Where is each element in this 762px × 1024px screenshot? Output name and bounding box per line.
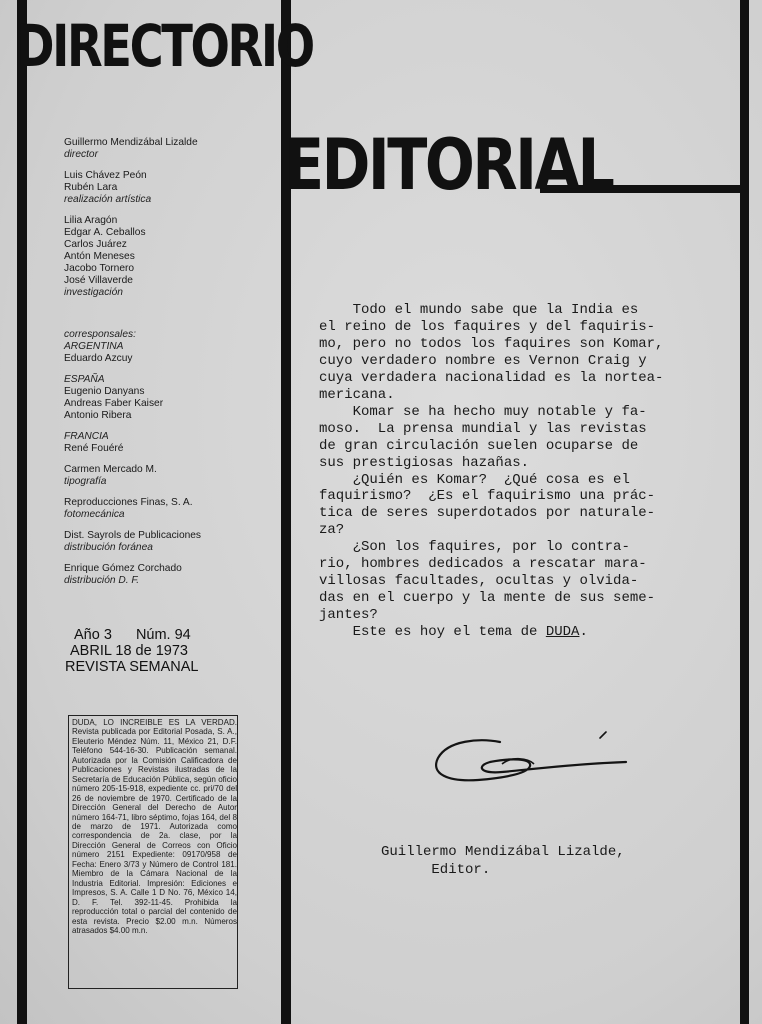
editorial-title: EDITORIAL	[284, 124, 613, 206]
staff-role: realización artística	[64, 194, 152, 205]
issue-year: Año 3	[74, 627, 112, 643]
spacer	[64, 365, 276, 374]
staff-role: distribución D. F.	[64, 575, 140, 586]
editorial-line: de gran circulación suelen ocuparse de	[319, 437, 639, 454]
staff-role: director	[64, 149, 98, 160]
spacer	[64, 488, 276, 497]
legal-notice-text: DUDA, LO INCREIBLE ES LA VERDAD. Revista publicada por Editorial Posada, S. A., Eleuterio Méndez Núm. 11, México 21, D.F. Teléfono 544-16-30. Publicación semanal. Autorizada por la Comisión Calificadora de Publicaciones y Revistas ilustradas de la Secretaría de Educación Pública, según oficio número 205-15-918, expediente cc. pri/70 del 26 de noviembre de 1970. Certificado de la Dirección General del Derecho de Autor número 164-71, libro séptimo, fojas 164, del 8 de marzo de 1971. Autorizada como correspondencia de 2a. clase, por la Dirección General de Correos con Oficio número 2151 Expediente: 09170/958 de Fecha: Enero 3/73 y Número de Control 181. Miembro de la Cámara Nacional de la Industria Editorial. Impresión: Ediciones e Impresos, S. A. Calle 1 D No. 76, México 14, D. F. Tel. 392-11-45. Prohibida la reproducción total o parcial del contenido de esta revista. Precio $2.00 m.n. Números atrasados $4.00 m.n.	[72, 718, 237, 935]
issue-info	[64, 627, 264, 675]
spacer	[64, 161, 276, 170]
editorial-line: faquirismo? ¿Es el faquirismo una prác-	[319, 488, 656, 505]
issue-number: Núm. 94	[135, 627, 191, 643]
directorio-title: DIRECTORIO	[16, 12, 313, 80]
editorial-line: jantes?	[319, 607, 378, 624]
staff-name: Guillermo Mendizábal Lizalde	[64, 137, 198, 148]
editorial-line: ¿Quién es Komar? ¿Qué cosa es el	[319, 471, 630, 488]
staff-role: investigación	[64, 287, 123, 298]
staff-country: ARGENTINA	[64, 341, 124, 352]
spacer	[64, 554, 276, 563]
legal-notice-box	[68, 715, 238, 989]
staff-name: René Fouéré	[64, 443, 124, 454]
issue-date: ABRIL 18 de 1973	[70, 643, 188, 659]
left-border-rule	[17, 0, 27, 1024]
staff-name: Carlos Juárez	[64, 239, 127, 250]
spacer	[64, 206, 276, 215]
editorial-line: moso. La prensa mundial y las revistas	[319, 420, 647, 437]
spacer	[64, 455, 276, 464]
editorial-line: el reino de los faquires y del faquiris-	[319, 318, 656, 335]
staff-role: distribución foránea	[64, 542, 153, 553]
staff-country: ESPAÑA	[64, 374, 105, 385]
editorial-closing-line	[319, 624, 739, 641]
editorial-line: villosas facultades, ocultas y olvida-	[319, 573, 639, 590]
editorial-line: za?	[319, 522, 345, 539]
spacer	[64, 299, 276, 329]
staff-name: Rubén Lara	[64, 182, 118, 193]
editorial-line: tica de seres superdotados por naturale-	[319, 505, 656, 522]
issue-frequency: REVISTA SEMANAL	[65, 659, 199, 675]
editorial-line: cuya verdadera nacionalidad es la nortea-	[319, 369, 664, 386]
editorial-line: Komar se ha hecho muy notable y fa-	[319, 403, 647, 420]
staff-country: FRANCIA	[64, 431, 109, 442]
editorial-line: sus prestigiosas hazañas.	[319, 454, 530, 471]
staff-name: Luis Chávez Peón	[64, 170, 147, 181]
staff-name: Dist. Sayrols de Publicaciones	[64, 530, 202, 541]
staff-directory	[64, 137, 276, 587]
editorial-line: cuyo verdadero nombre es Vernon Craig y	[319, 352, 647, 369]
editorial-line: mericana.	[319, 386, 395, 403]
closing-prefix: Este es hoy el tema de	[319, 624, 546, 641]
editorial-line: das en el cuerpo y la mente de sus seme-	[319, 590, 656, 607]
staff-role: tipografía	[64, 476, 107, 487]
editorial-body	[319, 302, 739, 641]
editorial-line: ¿Son los faquires, por lo contra-	[319, 539, 630, 556]
staff-role: fotomecánica	[64, 509, 125, 520]
signer-block	[381, 843, 681, 879]
editorial-line: mo, pero no todos los faquires son Komar,	[319, 335, 664, 352]
staff-name: Jacobo Tornero	[64, 263, 135, 274]
editorial-line: rio, hombres dedicados a rescatar mara-	[319, 556, 647, 573]
staff-name: Eugenio Danyans	[64, 386, 145, 397]
spacer	[64, 521, 276, 530]
staff-name: Lilia Aragón	[64, 215, 118, 226]
staff-name: Reproducciones Finas, S. A.	[64, 497, 193, 508]
staff-name: Carmen Mercado M.	[64, 464, 157, 475]
closing-highlight: DUDA	[545, 624, 580, 641]
right-border-rule	[740, 0, 749, 1024]
staff-name: Antonio Ribera	[64, 410, 132, 421]
staff-name: Antón Meneses	[64, 251, 135, 262]
staff-name: Enrique Gómez Corchado	[64, 563, 182, 574]
editorial-line: Todo el mundo sabe que la India es	[319, 302, 639, 318]
closing-suffix: .	[579, 624, 588, 641]
staff-name: Edgar A. Ceballos	[64, 227, 146, 238]
signer-title: Editor.	[381, 862, 491, 878]
staff-name: Eduardo Azcuy	[64, 353, 133, 364]
spacer	[64, 422, 276, 431]
signer-name: Guillermo Mendizábal Lizalde,	[381, 844, 625, 860]
staff-name: José Villaverde	[64, 275, 133, 286]
signature-scribble	[430, 728, 640, 792]
staff-role: corresponsales:	[64, 329, 136, 340]
staff-name: Andreas Faber Kaiser	[64, 398, 164, 409]
